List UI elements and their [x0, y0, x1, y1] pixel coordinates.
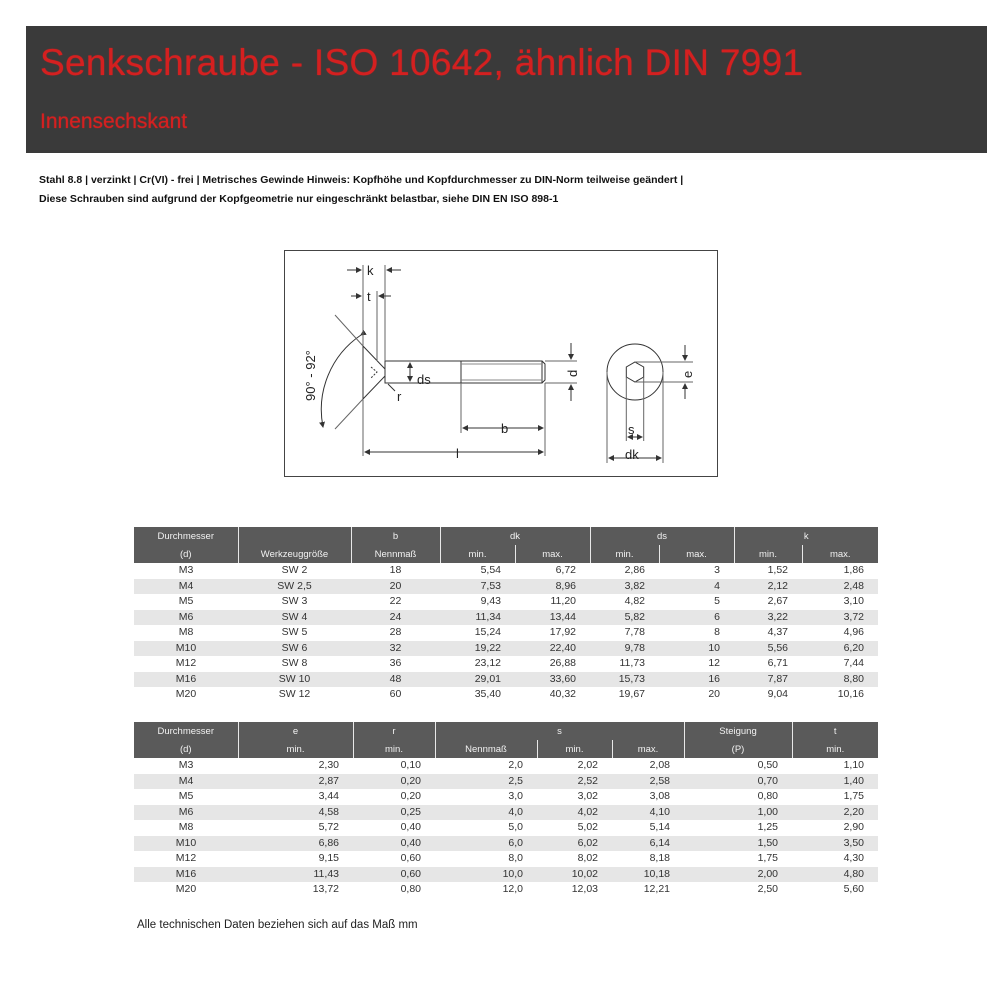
table-cell: 6,86 [238, 836, 353, 852]
table-cell: 5,54 [480, 564, 501, 577]
table-cell: 1,50 [684, 836, 792, 852]
table-cell: 40,32 [549, 688, 576, 701]
table-cell: 8,96 [515, 579, 590, 595]
table-row [134, 820, 878, 836]
table-row [134, 867, 878, 883]
table-cell: 0,60 [400, 852, 421, 865]
table-cell: 0,70 [684, 774, 792, 790]
subheader-s-nenn: Nennmaß [435, 740, 537, 758]
table-cell: 1,25 [757, 821, 778, 834]
table-cell: 5,60 [843, 883, 864, 896]
table-cell: 2,52 [537, 774, 612, 790]
table-cell: 33,60 [515, 672, 590, 688]
table-cell: 35,40 [474, 688, 501, 701]
table-cell: 5,02 [577, 821, 598, 834]
table-cell: 4,82 [624, 595, 645, 608]
table-cell: 4,96 [843, 626, 864, 639]
table-cell: M16 [134, 867, 238, 883]
table-cell: M4 [134, 579, 238, 595]
table-cell: 2,48 [802, 579, 878, 595]
table-cell: 9,04 [767, 688, 788, 701]
table-cell: 3,44 [318, 790, 339, 803]
label-t: t [367, 289, 371, 304]
table-cell: 22,40 [515, 641, 590, 657]
table-cell: SW 2,5 [238, 579, 351, 595]
table-row [134, 805, 878, 821]
table-cell: 19,67 [618, 688, 645, 701]
table-cell: 13,44 [515, 610, 590, 626]
subheader-k-max: max. [802, 545, 878, 563]
label-angle: 90° - 92° [303, 350, 318, 401]
table-cell: 2,87 [238, 774, 353, 790]
table-cell: 2,90 [843, 821, 864, 834]
table-cell: SW 3 [281, 595, 308, 608]
table-cell: 7,78 [624, 626, 645, 639]
table-cell: 3,10 [843, 595, 864, 608]
table-row [134, 594, 878, 610]
table-cell: 23,12 [474, 657, 501, 670]
table-cell: 8 [714, 626, 720, 639]
table-cell: 24 [351, 610, 440, 626]
table-cell: 0,80 [400, 883, 421, 896]
table-cell: 1,00 [684, 805, 792, 821]
table-cell: 10,18 [612, 867, 684, 883]
table-cell: 4,30 [843, 852, 864, 865]
header-s: s [435, 722, 684, 740]
table-row [134, 579, 878, 595]
table-cell: SW 5 [281, 626, 308, 639]
table-cell: 0,25 [353, 805, 435, 821]
table-cell: 5,56 [734, 641, 802, 657]
table-cell: M3 [178, 564, 194, 577]
table-cell: 10,0 [435, 867, 537, 883]
table-cell: 2,67 [767, 595, 788, 608]
table-cell: 15,73 [590, 672, 659, 688]
table-cell: SW 2 [281, 564, 308, 577]
angle-arc [321, 335, 361, 427]
label-d: d [565, 369, 580, 377]
table-row [134, 851, 878, 867]
table-cell: 11,73 [619, 657, 645, 670]
table-row [134, 625, 878, 641]
table-row [134, 610, 878, 626]
table-cell: 12,21 [643, 883, 670, 896]
table-cell: 4,0 [435, 805, 537, 821]
table-cell: 3,22 [734, 610, 802, 626]
table-cell: 5,82 [590, 610, 659, 626]
subheader-ds-min: min. [590, 545, 659, 563]
header-durchmesser-2: Durchmesser [134, 722, 238, 740]
table-cell: 13,72 [312, 883, 339, 896]
subheader-t-min: min. [792, 740, 878, 758]
table-cell: 3,08 [649, 790, 670, 803]
table-cell: 9,78 [590, 641, 659, 657]
table-cell: 8,0 [508, 852, 523, 865]
table-cell: M6 [134, 805, 238, 821]
table-cell: 20 [708, 688, 720, 701]
table-cell: M5 [178, 595, 194, 608]
table-row [134, 563, 878, 579]
table-cell: 32 [351, 641, 440, 657]
table-cell: 9,15 [318, 852, 339, 865]
table-cell: 2,02 [577, 759, 598, 772]
subheader-e-min: min. [238, 740, 353, 758]
table-cell: M8 [178, 821, 194, 834]
table-cell: M4 [134, 774, 238, 790]
subheader-s-max: max. [612, 740, 684, 758]
page-title: Senkschraube - ISO 10642, ähnlich DIN 7991 [40, 42, 804, 83]
table-cell: M16 [134, 672, 238, 688]
table-cell: 4,37 [767, 626, 788, 639]
table-cell: 12 [708, 657, 720, 670]
table-cell: 4,58 [238, 805, 353, 821]
footer-note: Alle technischen Daten beziehen sich auf das Maß mm [137, 919, 418, 931]
header-steigung: Steigung [684, 722, 792, 740]
header-banner [26, 26, 987, 153]
table-cell: 2,20 [792, 805, 878, 821]
table-cell: 0,40 [353, 836, 435, 852]
table-cell: 7,87 [734, 672, 802, 688]
header-b: b [351, 527, 440, 545]
table-cell: M20 [175, 883, 197, 896]
table-cell: 12,0 [502, 883, 523, 896]
subheader-werkzeug: Werkzeuggröße [238, 545, 351, 563]
table-cell: 5,72 [318, 821, 339, 834]
table-cell: 28 [389, 626, 402, 639]
subheader-d-2: (d) [134, 740, 238, 758]
table-row [134, 672, 878, 688]
table-cell: M6 [134, 610, 238, 626]
table-cell: 4,80 [792, 867, 878, 883]
header-r: r [353, 722, 435, 740]
table-cell: 29,01 [440, 672, 515, 688]
table-cell: 0,60 [353, 867, 435, 883]
table-cell: 0,80 [757, 790, 778, 803]
table-cell: M10 [134, 641, 238, 657]
subheader-dk-max: max. [515, 545, 590, 563]
label-l: l [456, 446, 459, 461]
table-cell: SW 6 [238, 641, 351, 657]
header-ds: ds [590, 527, 734, 545]
table-cell: 20 [351, 579, 440, 595]
table-cell: 4 [659, 579, 734, 595]
table-cell: 3 [714, 564, 720, 577]
table-cell: 5,0 [508, 821, 523, 834]
table-cell: 5,14 [649, 821, 670, 834]
info-line-2: Diese Schrauben sind aufgrund der Kopfgeometrie nur eingeschränkt belastbar, siehe DIN EN ISO 898-1 [39, 193, 559, 205]
table-cell: 11,34 [440, 610, 515, 626]
table-cell: M5 [178, 790, 194, 803]
table-cell: 1,52 [767, 564, 788, 577]
table-cell: 2,12 [734, 579, 802, 595]
table-cell: 2,50 [757, 883, 778, 896]
table-cell: 2,5 [435, 774, 537, 790]
table-cell: 4,10 [612, 805, 684, 821]
table-cell: 3,82 [590, 579, 659, 595]
table-row [134, 882, 878, 898]
table-cell: 6 [659, 610, 734, 626]
table-cell: 6,72 [555, 564, 576, 577]
table-cell: 0,40 [400, 821, 421, 834]
table-cell: 6,14 [612, 836, 684, 852]
table-cell: 11,43 [238, 867, 353, 883]
header-t: t [792, 722, 878, 740]
table-cell: M3 [178, 759, 194, 772]
table-cell: 1,10 [843, 759, 864, 772]
table-row [134, 687, 878, 703]
table-row [134, 656, 878, 672]
subheader-k-min: min. [734, 545, 802, 563]
technical-drawing [284, 250, 718, 477]
table-cell: 0,50 [757, 759, 778, 772]
table-cell: 3,50 [792, 836, 878, 852]
table-cell: M20 [175, 688, 197, 701]
subheader-r-min: min. [353, 740, 435, 758]
table-row [134, 774, 878, 790]
table-row [134, 836, 878, 852]
label-k: k [367, 263, 374, 278]
table-cell: 1,75 [757, 852, 778, 865]
table-cell: 2,30 [318, 759, 339, 772]
page-subtitle: Innensechskant [40, 110, 188, 133]
table-cell: 2,0 [508, 759, 523, 772]
table-cell: 12,03 [571, 883, 598, 896]
table-cell: 26,88 [549, 657, 576, 670]
table-cell: 22 [389, 595, 402, 608]
table-cell: 0,10 [400, 759, 421, 772]
table-cell: 7,53 [440, 579, 515, 595]
table-cell: 1,40 [792, 774, 878, 790]
table-cell: 2,00 [684, 867, 792, 883]
table-cell: M8 [178, 626, 194, 639]
table-cell: 36 [389, 657, 402, 670]
table-cell: M12 [175, 852, 197, 865]
header-e: e [238, 722, 353, 740]
table-cell: 8,02 [577, 852, 598, 865]
table-cell: 10 [659, 641, 734, 657]
table-cell: 19,22 [440, 641, 515, 657]
head-top-view [607, 344, 663, 400]
label-e: e [680, 370, 695, 378]
subheader-s-min: min. [537, 740, 612, 758]
table-cell: 15,24 [474, 626, 501, 639]
table-row [134, 758, 878, 774]
label-b: b [501, 421, 509, 436]
label-ds: ds [417, 372, 431, 387]
table-cell: 48 [351, 672, 440, 688]
screw-drawing-svg [285, 251, 717, 476]
header-durchmesser: Durchmesser [134, 527, 238, 545]
table-cell: 6,0 [435, 836, 537, 852]
info-line-1: Stahl 8.8 | verzinkt | Cr(VI) - frei | Metrisches Gewinde Hinweis: Kopfhöhe und Kopfdurchmesser zu DIN-Norm teilweise geändert | [39, 174, 684, 186]
table-cell: 60 [389, 688, 402, 701]
screw-head [363, 346, 385, 399]
header-blank [238, 527, 351, 545]
table-cell: 0,20 [400, 790, 421, 803]
label-dk: dk [625, 447, 639, 462]
table-cell: 0,20 [353, 774, 435, 790]
table-cell: 11,20 [550, 595, 576, 608]
label-r: r [397, 389, 402, 404]
table-cell: 8,80 [802, 672, 878, 688]
table-cell: 2,08 [649, 759, 670, 772]
table-cell: SW 12 [278, 688, 311, 701]
table-cell: 10,16 [837, 688, 864, 701]
table-cell: 4,02 [537, 805, 612, 821]
table-cell: 10,02 [537, 867, 612, 883]
header-dk: dk [440, 527, 590, 545]
subheader-b: Nennmaß [351, 545, 440, 563]
table-cell: 3,0 [508, 790, 523, 803]
table-cell: 6,71 [767, 657, 788, 670]
table-cell: 2,86 [624, 564, 645, 577]
header-k: k [734, 527, 878, 545]
subheader-d: (d) [134, 545, 238, 563]
table-cell: 2,58 [612, 774, 684, 790]
table-cell: 8,18 [649, 852, 670, 865]
dimension-table-2 [134, 722, 878, 898]
table-cell: M10 [134, 836, 238, 852]
table-cell: SW 8 [281, 657, 308, 670]
table-cell: 17,92 [549, 626, 576, 639]
table-cell: M12 [175, 657, 197, 670]
table-cell: 5 [714, 595, 720, 608]
label-s: s [628, 422, 635, 437]
table-row [134, 789, 878, 805]
table-cell: 6,20 [802, 641, 878, 657]
table-cell: 6,02 [537, 836, 612, 852]
dimension-table-1 [134, 527, 878, 703]
table-cell: 9,43 [480, 595, 501, 608]
subheader-ds-max: max. [659, 545, 734, 563]
table-cell: 3,02 [577, 790, 598, 803]
table-cell: 18 [389, 564, 402, 577]
table-cell: 16 [659, 672, 734, 688]
table-cell: SW 10 [238, 672, 351, 688]
subheader-p: (P) [684, 740, 792, 758]
table-cell: 1,75 [843, 790, 864, 803]
table-cell: 1,86 [843, 564, 864, 577]
table-cell: 3,72 [802, 610, 878, 626]
subheader-dk-min: min. [440, 545, 515, 563]
table-row [134, 641, 878, 657]
table-cell: 7,44 [843, 657, 864, 670]
table-cell: SW 4 [238, 610, 351, 626]
